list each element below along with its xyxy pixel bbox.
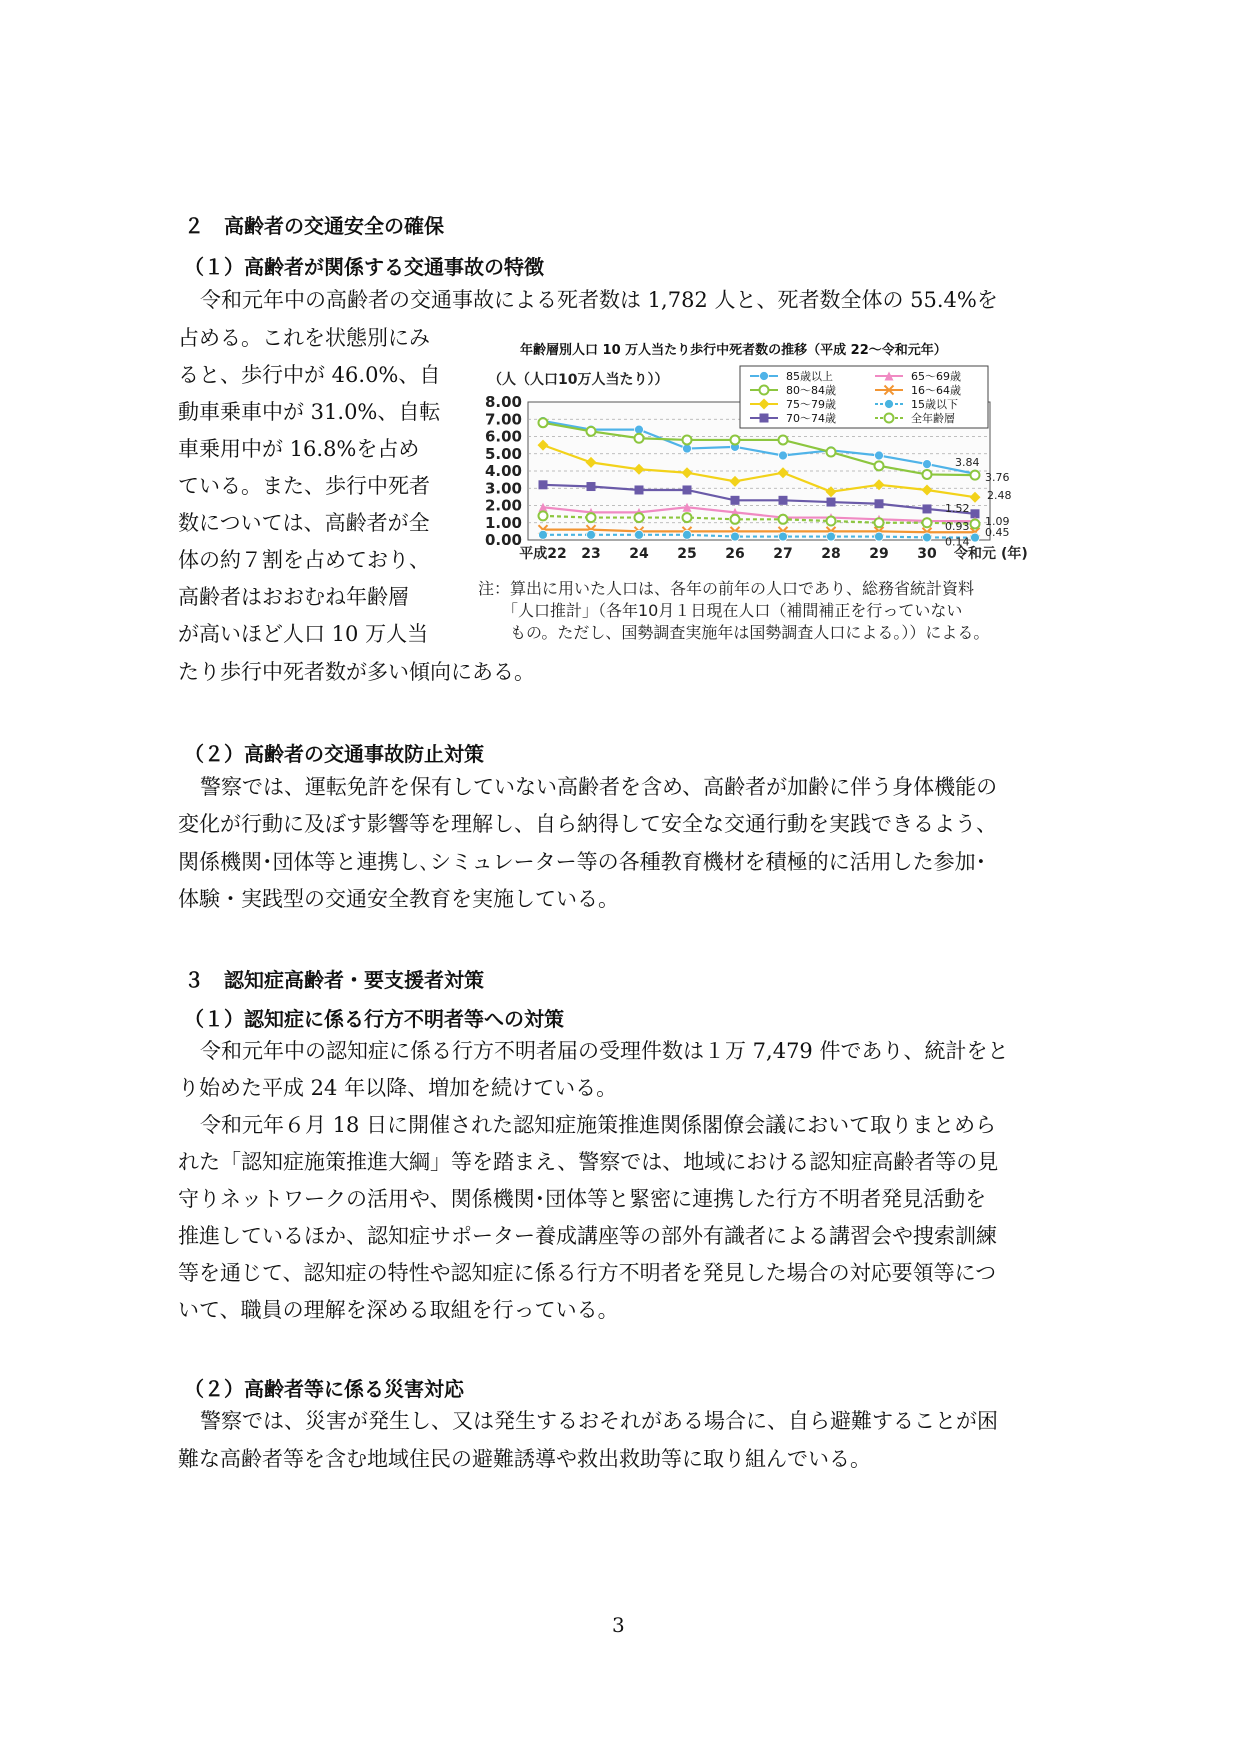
chart-data-point [539,418,548,427]
paragraph-line: 令和元年中の高齢者の交通事故による死者数は 1,782 人と、死者数全体の 55.4%を [200,288,998,312]
chart-end-value-label: 3.76 [985,471,1010,485]
chart-x-tick-label: 24 [629,546,649,562]
section-2-2-heading: （２）高齢者の交通事故防止対策 [184,742,484,766]
chart-data-point [731,515,740,524]
paragraph-line: 令和元年６月 18 日に開催された認知症施策推進関係閣僚会議において取りまとめら [200,1113,997,1137]
paragraph-line: 警察では、災害が発生し、又は発生するおそれがある場合に、自ら避難することが困 [200,1409,998,1433]
chart-data-point [875,461,884,470]
chart-data-point [683,530,692,539]
chart-title: 年齢層別人口 10 万人当たり歩行中死者数の推移（平成 22～令和元年） [520,343,947,358]
chart-data-point [587,427,596,436]
chart-x-tick-label: 23 [581,546,601,562]
section-3-1-heading: （１）認知症に係る行方不明者等への対策 [184,1007,564,1031]
chart-data-point [587,530,596,539]
paragraph-line: 変化が行動に及ぼす影響等を理解し、自ら納得して安全な交通行動を実践できるよう、 [178,812,997,836]
chart-y-tick-label: 8.00 [484,393,522,411]
paragraph-line: が高いほど人口 10 万人当 [178,622,429,646]
chart-note-line: 注：算出に用いた人口は、各年の前年の人口であり、総務省統計資料 [478,579,975,598]
chart-y-tick-label: 5.00 [484,444,522,463]
chart-data-point [731,435,740,444]
paragraph-line: 数については、高齢者が全 [178,511,430,535]
chart-data-point [760,414,769,423]
chart-x-tick-label: 27 [773,546,793,562]
chart-data-point [875,518,884,527]
chart-data-point [779,435,788,444]
chart-data-point [779,532,788,541]
chart-data-point [587,482,596,491]
chart-data-point [539,530,548,539]
page-number: 3 [612,1613,625,1637]
chart-data-point [779,451,788,460]
chart-data-point [923,470,932,479]
chart-data-point [760,386,769,395]
chart-data-point [635,485,644,494]
chart-data-point [683,513,692,522]
chart-data-point [923,518,932,527]
chart-end-value-label: 0.93 [945,519,970,533]
chart-data-point [923,460,932,469]
paragraph-line: 関係機関･団体等と連携し､シミュレーター等の各種教育機材を積極的に活用した参加･ [178,850,987,874]
chart-y-tick-label: 3.00 [484,479,522,498]
chart-y-tick-label: 7.00 [484,410,522,429]
paragraph-line: 難な高齢者等を含む地域住民の避難誘導や救出救助等に取り組んでいる。 [178,1447,871,1471]
chart-end-value-label: 2.48 [987,489,1012,503]
chart-data-point [779,496,788,505]
chart-legend-label: 80～84歳 [786,384,836,397]
paragraph-line: 推進しているほか、認知症サポーター養成講座等の部外有識者による講習会や捜索訓練 [178,1224,997,1248]
chart-x-unit-label: (年) [1001,546,1028,562]
chart-x-tick-label: 26 [725,546,745,562]
chart-x-tick-label: 25 [677,546,697,562]
chart-legend-label: 全年齢層 [911,412,955,425]
paragraph-line: たり歩行中死者数が多い傾向にある。 [178,660,535,684]
chart-y-tick-label: 1.00 [484,513,522,532]
chart-x-tick-label: 28 [821,546,841,562]
chart-data-point [885,414,894,423]
paragraph-line: 車乗用中が 16.8%を占め [178,437,420,461]
paragraph-line: 動車乗車中が 31.0%、自転 [178,400,441,424]
chart-data-point [971,471,980,480]
paragraph-line: ている。また、歩行中死者 [178,474,430,498]
chart-data-point [635,530,644,539]
section-3-2-heading: （２）高齢者等に係る災害対応 [184,1377,464,1401]
chart-end-value-label: 0.14 [945,535,970,549]
paragraph-line: 体験・実践型の交通安全教育を実施している。 [178,887,619,911]
chart-data-point [923,533,932,542]
chart-data-point [760,372,769,381]
paragraph-line: 占める。これを状態別にみ [178,326,430,350]
chart-legend-label: 85歳以上 [786,370,833,383]
chart-data-point [587,513,596,522]
paragraph-line: 体の約７割を占めており、 [178,548,430,572]
chart-data-point [683,485,692,494]
paragraph-line: 令和元年中の認知症に係る行方不明者届の受理件数は１万 7,479 件であり、統計をと [200,1039,1009,1063]
paragraph-line: れた「認知症施策推進大綱」等を踏まえ、警察では、地域における認知症高齢者等の見 [178,1150,999,1174]
chart-x-tick-label: 令和元 [954,546,996,562]
chart-y-tick-label: 6.00 [484,427,522,446]
chart-data-point [683,435,692,444]
chart-data-point [875,532,884,541]
chart-data-point [539,511,548,520]
paragraph-line: り始めた平成 24 年以降、増加を続けている。 [178,1076,618,1100]
chart-y-axis-label: （人（人口10万人当たり）） [488,372,669,388]
chart-data-point [827,448,836,457]
chart-data-point [875,451,884,460]
section-2-heading: ２ 高齢者の交通安全の確保 [184,214,444,238]
chart-data-point [827,517,836,526]
chart-data-point [635,434,644,443]
chart-x-tick-label: 29 [869,546,889,562]
chart-data-point [971,533,980,542]
section-3-heading: ３ 認知症高齢者・要支援者対策 [184,968,484,992]
chart-data-point [731,532,740,541]
chart-data-point [779,515,788,524]
chart-end-value-label: 3.84 [955,455,980,469]
chart-data-point [923,504,932,513]
chart-data-point [885,400,894,409]
paragraph-line: 高齢者はおおむね年齢層 [178,585,409,609]
chart-end-value-label: 1.52 [945,501,970,515]
chart-legend-label: 65～69歳 [911,370,961,383]
paragraph-line: いて、職員の理解を深める取組を行っている。 [178,1298,619,1322]
chart-legend [740,366,988,428]
chart-y-tick-label: 2.00 [484,496,522,515]
paragraph-line: 守りネットワークの活用や、関係機関･団体等と緊密に連携した行方不明者発見活動を [178,1187,987,1211]
chart-end-value-label: 0.45 [985,526,1010,540]
chart-note-line: 「人口推計」（各年10月１日現在人口（補間補正を行っていない [478,601,963,620]
chart-data-point [635,513,644,522]
chart-data-point [827,498,836,507]
chart-data-point [875,499,884,508]
chart-x-tick-label: 30 [917,546,937,562]
chart-legend-label: 15歳以下 [911,398,958,411]
paragraph-line: ると、歩行中が 46.0%、自 [178,363,441,387]
chart-legend-label: 70～74歳 [786,412,836,425]
pedestrian-fatality-line-chart [470,362,1070,592]
chart-legend-label: 16～64歳 [911,384,961,397]
paragraph-line: 等を通じて、認知症の特性や認知症に係る行方不明者を発見した場合の対応要領等につ [178,1261,997,1285]
chart-data-point [971,519,980,528]
chart-x-tick-label: 平成22 [519,546,567,562]
chart-data-point [539,480,548,489]
chart-data-point [827,532,836,541]
section-2-1-heading: （１）高齢者が関係する交通事故の特徴 [184,255,544,279]
chart-y-tick-label: 4.00 [484,462,522,480]
chart-end-value-label: 1.09 [985,515,1010,529]
chart-data-point [731,496,740,505]
chart-legend-label: 75～79歳 [786,398,836,411]
paragraph-line: 警察では、運転免許を保有していない高齢者を含め、高齢者が加齢に伴う身体機能の [200,775,998,799]
chart-note-line: もの。ただし、国勢調査実施年は国勢調査人口による。））による。 [478,623,990,642]
chart-y-tick-label: 0.00 [484,531,522,549]
